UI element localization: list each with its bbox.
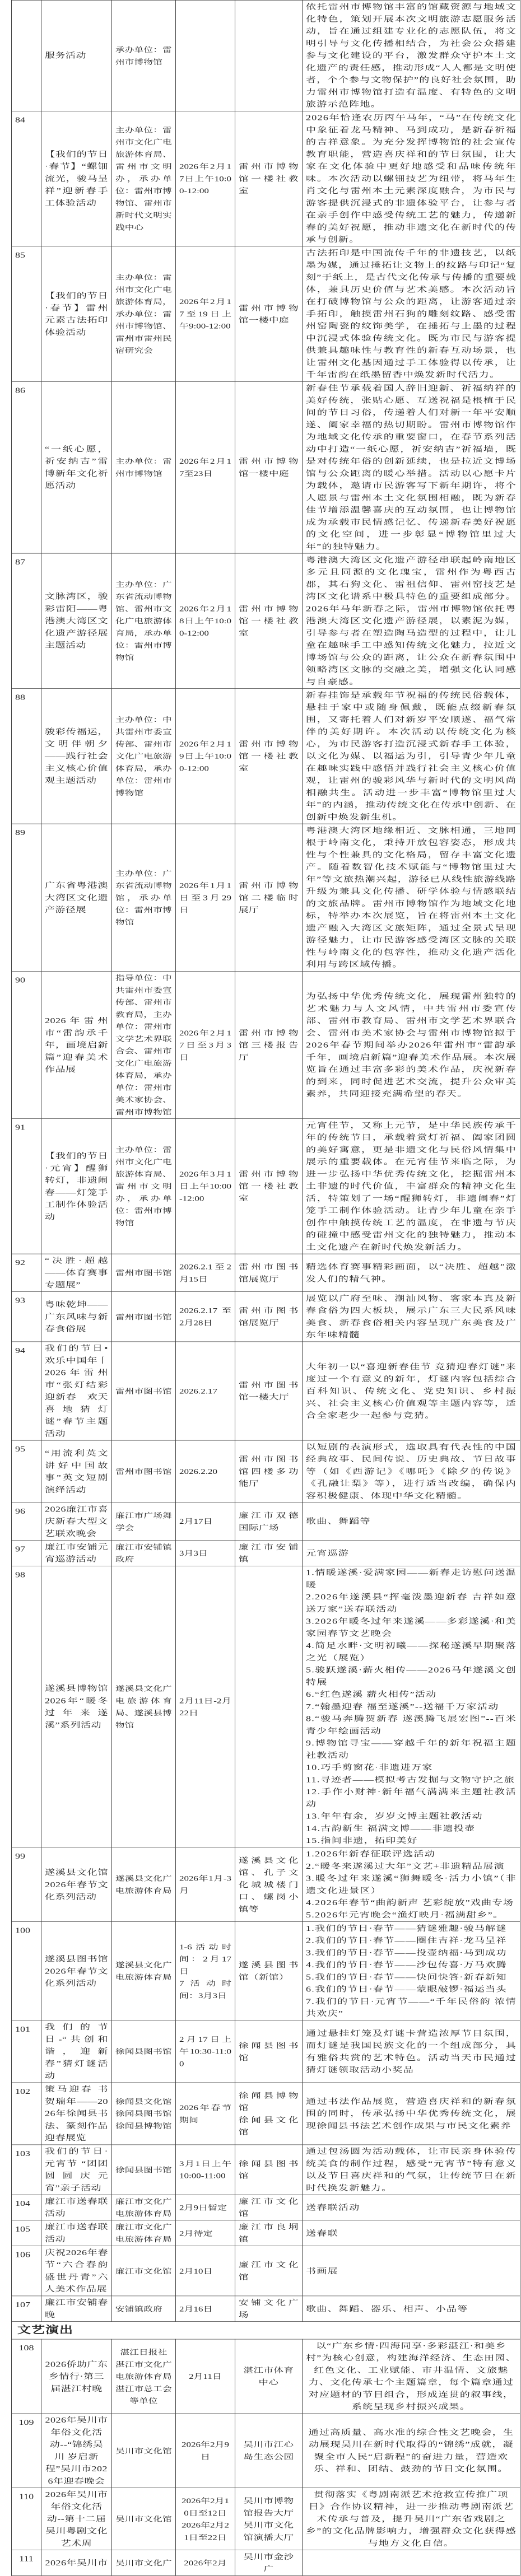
row-number-cell: 105 [12, 2220, 41, 2246]
table-row [12, 1440, 520, 1502]
row-number-cell: 84 [12, 111, 41, 246]
organizer-cell: 雷州市图书馆 [112, 1440, 176, 1502]
description-cell: 送春联 [303, 2220, 520, 2246]
venue-cell: 廉江市安铺镇 [235, 1541, 303, 1566]
description-cell: 粤港澳大湾区文化遗产游径串联起岭南地区多元且同源的文化瑰宝，雷州作为粤西古郡，其石狗文化、雷祖信仰、雷州窑技艺是湾区文化谱系中极具特色的重要组成部分。2026年马年新春之际，雷州市博物馆依托粤港澳大湾区文化遗产游径展，以素泥为媒，引导参与者在塑造陶马造型的过程中，让儿童在趣味手工中感知传统文化魅力，拉近文博场馆与公众的距离，让公众在新春氛围中领略湾区文脉的交融之美，增强文化认同感与自豪感。 [303, 553, 520, 689]
venue-cell: 廉江市文化馆 [235, 2195, 303, 2220]
row-number-cell: 106 [12, 2246, 41, 2296]
activity-time-cell: 2026年2月17至19日上午9:00-12:00 [176, 246, 235, 382]
description-cell: 新春挂饰是承载年节祝福的传统民俗载体，悬挂于家中或随身佩戴，既能点缀新春氛围，又寄托着人们对新岁平安顺遂、福气常伴的美好期许。本次活动以传统文化为核心，为市民游客打造沉浸式新春手工体验，以文化为媒、以福运为引，引导青少年儿童在趣味实践中感悟并践行社会主义核心价值观，让雷州的骏彩风华与新时代的文明风尚相融共生。活动进一步丰富“博物馆里过大年”的内涵，推动传统文化在传承中创新、在创新中焕发新生机。 [303, 689, 520, 824]
description-cell [303, 1922, 520, 2020]
table-row [12, 246, 520, 382]
activity-name-cell: 廉江市送春联活动 [41, 2220, 112, 2246]
row-number-cell: 96 [12, 1502, 41, 1541]
table-row [12, 111, 520, 246]
activity-name-cell: “用流利英文讲好中国故事”英文短剧演绎活动 [41, 1440, 112, 1502]
table-row [12, 1541, 520, 1566]
activity-time-cell: 2026年1月-3月 [176, 1847, 235, 1922]
activity-time-cell: 2月9日暂定 [176, 2195, 235, 2220]
activity-time-cell: 2026.2.20 [176, 1440, 235, 1502]
venue-line: 吴川市文化馆演播大厅 [243, 2521, 294, 2541]
organizer-cell: 廉江市文化广电旅游体育局 [112, 2195, 176, 2220]
activity-name-cell: 【我们的节日·春节】雷州元素古法拓印体验活动 [41, 246, 112, 382]
description-line: 6.我们的节日·春节——蒙眼敲锣·福运当头 [306, 1985, 507, 1994]
activity-time-cell: 2026年2月9日 [176, 2414, 235, 2488]
row-number-cell: 94 [12, 1342, 41, 1440]
activity-name-cell: 遂溪县文化馆2026年春节文化系列活动 [41, 1847, 112, 1922]
description-cell: 通过悬挂灯笼及灯谜卡营造浓厚节日氛围，而灯谜是我国民族文化的一个组成部分，具有雅俗共赏的艺术特色。活动当天市民通过猜灯谜领取活动小奖品 [303, 2020, 520, 2083]
organizer-cell: 主办单位：中共雷州市委宣传部、雷州市文化广电旅游体育局，承办单位：雷州市博物馆 [112, 689, 176, 824]
table-row [12, 1119, 520, 1254]
description-line: 5.2026年元宵晚会“渔灯映月·福满甜乡”。 [306, 1910, 504, 1919]
venue-cell: 雷州市图书馆一楼大厅 [235, 1342, 303, 1440]
section-header-row [12, 2322, 520, 2340]
section-title: 文艺演出 [12, 2322, 520, 2340]
venue-cell [235, 2488, 303, 2550]
venue-cell: 雷州市博物馆三楼报告厅 [235, 971, 303, 1118]
description-line: 4.简足水畔·文明初曦——探秘遂溪早期聚落之光（展览） [306, 1641, 517, 1662]
venue-cell [235, 2083, 303, 2145]
activity-name-cell: 廉江市安铺元宵巡游活动 [41, 1541, 112, 1566]
table-row [12, 1566, 520, 1847]
venue-cell: 湛江市体育中心 [235, 2339, 303, 2414]
table-row [12, 1342, 520, 1440]
activity-time-cell: 2月16日 [176, 2296, 235, 2322]
activity-name-cell: 策马迎春 书贺瑞年——2026年徐闻县书法、篆刻作品迎春展览 [41, 2083, 112, 2145]
description-line: 12.手作小财神·新年福气满满来主题社教活动 [306, 1788, 517, 1808]
row-number-cell: 102 [12, 2083, 41, 2145]
activity-name-cell: 我们的节日•欢乐中国年丨2026年雷州市“张灯结彩迎新春 欢天喜地猜灯谜”春节主题活动 [41, 1342, 112, 1440]
row-number-cell: 85 [12, 246, 41, 382]
organizer-line: 湛江市总工会等单位 [115, 2384, 172, 2405]
description-line: 7.我们的节日·元宵节——“千年民俗韵 浓情共欢庆” [306, 1997, 517, 2018]
organizer-cell: 廉江市文化馆 [112, 2246, 176, 2296]
activity-time-cell: 2月待定 [176, 2220, 235, 2246]
row-number-cell: 93 [12, 1292, 41, 1342]
description-cell: 通过包汤圆为活动载体，让市民亲身体验传统美食的制作过程，感受“元宵节”特有意义以及节日喜庆祥和的气氛，让传统节日在新时代换发新魅力。 [303, 2145, 520, 2195]
table-row [12, 2414, 520, 2488]
row-number-cell: 110 [12, 2488, 41, 2550]
activity-name-cell: 遂溪县博物馆2026年“暖冬过年来遂溪”系列活动 [41, 1566, 112, 1847]
activity-name-cell: 2026年吴川市 [41, 2550, 112, 2576]
activity-time-cell: 2026年2月17至23日 [176, 381, 235, 553]
description-cell: 粤港澳大湾区地缘相近、文脉相通，三地同根于岭南文化，秉持开放包容姿态，形成共性与个性兼具的文化格局，留存丰富文化遗产。随着数智化技术赋能与“博物馆里过大年”等文旅热潮兴起，游径已从线性旅游线路升级为兼具文化传播、研学体验与情感联结的文旅品牌。雷州市博物馆作为地域文化地标，特举办本次展览，旨在将雷州本土文化遗产融入大湾区文旅矩阵，通过全景式呈现游径魅力，让市民游客感受湾区文脉的关联性与岭南文化的包容性，推动文化遗产活化利用与跨区域传播。 [303, 824, 520, 971]
organizer-cell: 安铺镇政府 [112, 2296, 176, 2322]
description-line: 8.“骏马奔腾贺新春 遂溪腾飞展宏图”--百米青少年绘画活动 [306, 1714, 517, 1735]
activity-time-cell: 2026年2月17日上午10:00-12:00 [176, 111, 235, 246]
description-cell: 大年初一以“喜迎新春佳节 竞猜迎春灯谜”来度过一个有意义的新年，灯谜内容包括综合百科知识、传统文化、党史知识、乡村振兴、社会主义核心价值观等主题内容等，适合全家老少一起参与竞猜。 [303, 1342, 520, 1440]
venue-cell [235, 0, 303, 111]
organizer-cell: 遂溪县文化广电旅游体育局、遂溪县博物馆 [112, 1566, 176, 1847]
description-line: 1.情暖遂溪·爱满家园——新春走访慰问送温暖 [306, 1568, 517, 1589]
description-line: 10.巧手剪窗花·非遗进万家 [306, 1763, 433, 1772]
organizer-cell: 遂溪县文化广电旅游体育局 [112, 1922, 176, 2020]
description-cell: 元宵佳节，又称上元节，是中华民族传承千年的传统节日，承载着赏灯祈福、阖家团圆的美好寓意，更是非遗文化与民俗风情集中展示的重要载体。在元宵佳节来临之际，为进一步弘扬中华优秀传统文化，挖掘雷州本土非遗的时代价值，丰富群众的精神文化生活，特策划了一场“醒狮转灯，非遗闹春”灯笼手工制作体验活动。让青少年儿童在亲手创作中触摸传统工艺的温度，在非遗与节庆的碰撞中感受雷州文化的独特魅力，推动本土文化遗产在新时代焕发新活力。 [303, 1119, 520, 1254]
table-row [12, 824, 520, 971]
organizer-cell: 吴川市文化广 [112, 2550, 176, 2576]
description-line: 3.2026年暖冬过年来遂溪——多彩遂溪·和美家园春节文艺晚会 [306, 1617, 517, 1638]
row-number-cell: 89 [12, 824, 41, 971]
description-cell: 以“广东乡情·四海同享·多彩湛江·和美乡村”为核心创意，构建海洋经济、生态田园、红色文化、工业赋能、市井温情、文旅魅力、文化传承七个主题篇章，每个篇章通过对应题材的节目组合，形成连贯的叙事线，系统呈现乡村振兴成果。 [303, 2339, 520, 2414]
row-number-cell: 86 [12, 381, 41, 553]
organizer-line: 湛江市文化广电旅游体育局 [115, 2360, 172, 2381]
description-cell: 展览以广府至味、潮汕风物、客家本真及新春食俗为四大板块，展示广东三大民系风味美食、新春食俗相关内容呈现广东美食及广东年味精髓 [303, 1292, 520, 1342]
activity-time-cell: 2026.2.17 [176, 1342, 235, 1440]
table-row [12, 2550, 520, 2576]
description-cell: 通过书法作品展览，营造喜庆祥和的新春氛围的同时，传承弘扬中华优秀传统文化，展现徐闻县书法艺术创作成果与市民文化素养 [303, 2083, 520, 2145]
activity-time-cell [176, 1922, 235, 2020]
organizer-cell: 主办单位：广东省流动博物馆，承办单位：雷州市博物馆 [112, 824, 176, 971]
activity-name-cell: 庆祝2026年春节“六合春韵 盛世丹青”六人美术作品展 [41, 2246, 112, 2296]
description-cell: 以短剧的表演形式，选取具有代表性的中国经典故事、民间传说、历史典故、节日故事等（如《西游记》《哪吒》《除夕的传说》《孔融让梨》等），进行适当改编，确保内容积极健康、体现中华文化精髓。 [303, 1440, 520, 1502]
description-cell: 依托雷州市博物馆丰富的馆藏资源与地域文化特色，策划开展本次文明旅游志愿服务活动，旨在通过组建专业化的志愿队伍，将文明引导与文化传播相结合，为社会公众搭建参与文化建设的平台，激发群众守护本土文化遗产的责任感，推动形成“人人都是文明使者，个个参与文物保护”的良好社会氛围，助力雷州市博物馆打造有温度、有特色的文明旅游示范阵地。 [303, 0, 520, 111]
organizer-cell [112, 2339, 176, 2414]
venue-cell: 遂溪县文化馆、孔子文化城城楼门口、螺岗小镇等 [235, 1847, 303, 1922]
activity-name-cell: 遂溪县图书馆2026年春节文化系列活动 [41, 1922, 112, 2020]
description-cell: 元宵巡游 [303, 1541, 520, 1566]
organizer-cell: 雷州市图书馆 [112, 1342, 176, 1440]
table-row [12, 1847, 520, 1922]
activity-time-cell: 3月3日 [176, 1541, 235, 1566]
activity-name-cell: 廉江市安铺春晚 [41, 2296, 112, 2322]
description-line: 6.“红色遂溪 薪火相传”活动 [306, 1690, 437, 1698]
description-line: 4.2026年春节“曲韵新声 艺彩绽放”戏曲专场 [306, 1898, 514, 1907]
venue-cell: 安铺文化广场 [235, 2296, 303, 2322]
row-number-cell: 104 [12, 2195, 41, 2220]
table-row [12, 1292, 520, 1342]
organizer-line: 徐闻县图书馆 [115, 2110, 172, 2118]
activity-name-cell: 2026年吴川市年俗文化活动--第十二届吴川粤剧文化艺术周 [41, 2488, 112, 2550]
table-row [12, 1922, 520, 2020]
activity-name-cell: 2026年吴川市年俗文化活动--“锦绣吴川 岁启新程”吴川市2026年迎春晚会 [41, 2414, 112, 2488]
activity-time-cell: 2月10日 [176, 2246, 235, 2296]
activity-time-cell: 2月11日-2月22日 [176, 1566, 235, 1847]
description-cell: 2026年恰逢农历丙午马年，“马”在传统文化中象征着龙马精神、马到成功，是新春祈福的吉祥意象。为充分发挥博物馆的社会宣传教育职能，营造喜庆祥和的节日氛围，让大家在文化体验中更好地感受和品味传统年味。本次活动以螺钿技艺为纽带，将马年生肖文化与雷州本土元素深度融合，为市民与游客提供沉浸式的非遗体验平台，让参与者在亲手创作中感受传统工艺的魅力，传递新春的美好祝愿，推动非遗文化在新时代的传承与创新。 [303, 111, 520, 246]
description-line: 15.指间非遗，拓印美好 [306, 1836, 418, 1845]
organizer-line: 徐闻县文化馆 [115, 2097, 172, 2106]
table-row [12, 2220, 520, 2246]
description-line: 14.古韵新生 福满文博——非遗投壶 [306, 1824, 476, 1833]
venue-line: 徐闻县博物馆 [239, 2090, 299, 2112]
venue-cell: 遂溪县图书馆（新馆） [235, 1922, 303, 2020]
activity-name-cell: “一纸心愿，祈安纳吉”雷博新年文化祈愿活动 [41, 381, 112, 553]
description-cell: 新春佳节承载着国人辞旧迎新、祈福纳祥的美好传统，张贴心愿、互送祝福是根植于民间的节日习俗，传递着人们对新一年平安顺遂、阖家幸福的热切期盼。雷州市博物馆作为地域文化传承的重要窗口，在春节系列活动中打造“一纸心愿，祈安纳吉”祈福墙，既是对传统年俗的创新延续，也是拉近文博场馆与公众距离的暖心举措。活动以心愿卡片为载体，邀请市民游客写下新年期许，将个人愿景与雷州本土文化氛围相融，既为新春佳节增添温馨喜庆的互动氛围，也让博物馆成为承载市民情感记忆、传递新春美好祝愿的文化空间，进一步彰显“博物馆里过大年”的独特魅力。 [303, 381, 520, 553]
activity-time-cell: 2月11日 [176, 2339, 235, 2414]
description-line: 3.暖冬过年来遂溪“狮舞暖冬·活力小镇”（非遗文化进景区） [306, 1874, 517, 1895]
description-line: 1.我们的节日·春节——猜谜雅趣·骏马解谜 [306, 1924, 507, 1933]
organizer-cell: 廉江市文化广电旅游体育局 [112, 2220, 176, 2246]
venue-cell: 雷州市博物馆一楼社教室 [235, 111, 303, 246]
description-line: 2.我们的节日·春节——圈住吉祥·龙马呈祥 [306, 1936, 507, 1945]
description-cell [303, 2550, 520, 2576]
table-row [12, 2246, 520, 2296]
venue-cell: 徐闻县图书馆 [235, 2145, 303, 2195]
organizer-cell: 雷州市图书馆 [112, 1254, 176, 1292]
venue-cell: 雷州市图书馆展览厅 [235, 1254, 303, 1292]
table-row [12, 2296, 520, 2322]
description-cell: 贯彻落实《粤剧南派艺术抢救宣传推广项目》合作协议精神，进一步推动粤剧南派艺术传承与普及，提升吴川“广东省戏剧之乡”的文化品牌影响力，增强群众文化获得感与地方文化自信。 [303, 2488, 520, 2550]
activity-time-line: 2026年2月21日至22日 [182, 2521, 229, 2541]
table-row [12, 0, 520, 111]
row-number-cell: 108 [12, 2339, 41, 2414]
row-number-cell [12, 0, 41, 111]
venue-line: 徐闻县文化馆 [239, 2115, 299, 2136]
activity-name-cell: 我们的节日-“共创和谐，迎新春”猜灯谜活动 [41, 2020, 112, 2083]
row-number-cell: 92 [12, 1254, 41, 1292]
organizer-cell: 主办单位：广东省流动博物馆、雷州市文化广电旅游体育局，承办单位：雷州市博物馆 [112, 553, 176, 689]
activity-name-cell: 2026侨助广东乡情行·第三届湛江村晚 [41, 2339, 112, 2414]
activity-time-cell: 2月17日 [176, 1502, 235, 1541]
table-row [12, 2020, 520, 2083]
description-line: 5.骏跃遂溪·薪火相传——2026马年遂溪文创特展 [306, 1665, 517, 1687]
activity-time-cell: 2026年2月 [176, 2550, 235, 2576]
organizer-cell: 指导单位：中共雷州市委宣传部、雷州市教育局，主办单位：雷州市文学艺术界联合会、雷州市文化广电旅游体育局，承办单位：雷州市美术家协会、雷州市博物馆 [112, 971, 176, 1118]
table-row [12, 2083, 520, 2145]
activity-table [11, 0, 520, 2576]
description-cell: 为弘扬中华优秀传统文化，展现雷州独特的艺术魅力与人文风情，中共雷州市委宣传部、雷州市教育局、雷州市文学艺术界联合会、雷州市美术家协会与雷州市博物馆拟于2026年春节期间举办2026年雷州市“雷韵承千年，画境启新篇”迎春美术作品展。本次展览旨在通过丰富多彩的美术作品，庆祝新春的到来，同时促进艺术交流，提升公众审美素养，共同迎接充满希望的春天。 [303, 971, 520, 1118]
activity-time-cell [176, 0, 235, 111]
table-row [12, 2145, 520, 2195]
description-line: 5.我们的节日·春节——快问快答·新春新知 [306, 1972, 507, 1981]
table-row [12, 2339, 520, 2414]
row-number-cell: 107 [12, 2296, 41, 2322]
venue-cell: 雷州市博物馆一楼社教室 [235, 553, 303, 689]
venue-cell: 雷州市图书馆展览厅 [235, 1292, 303, 1342]
description-line: 13.年年有余，岁岁文博主题社教活动 [306, 1812, 483, 1821]
venue-cell: 雷州市图书馆四楼多功能厅 [235, 1440, 303, 1502]
row-number-cell: 97 [12, 1541, 41, 1566]
activity-name-cell: 服务活动 [41, 0, 112, 111]
row-number-cell: 88 [12, 689, 41, 824]
organizer-line: 徐闻县博物馆 [115, 2122, 172, 2130]
organizer-cell: 吴川市文化馆 [112, 2414, 176, 2488]
activity-name-cell: 骏彩传福运，文明伴朝夕——践行社会主义核心价值观主题活动 [41, 689, 112, 824]
organizer-cell: 遂溪县文化广电旅游体育局 [112, 1847, 176, 1922]
description-cell: 精选体育赛事精彩画面，以“决胜、超越”激发人们的精气神。 [303, 1254, 520, 1292]
organizer-cell: 廉江市广场舞学会 [112, 1502, 176, 1541]
venue-cell: 雷州市博物馆二楼临时展厅 [235, 824, 303, 971]
activity-name-cell: “决胜·超越——体育赛事专题展” [41, 1254, 112, 1292]
description-cell [303, 1566, 520, 1847]
table-row [12, 971, 520, 1118]
activity-time-cell: 3月1日上午10:00-11:00 [176, 2145, 235, 2195]
organizer-cell: 徐闻县图书馆 [112, 2020, 176, 2083]
venue-line: 吴川市博物馆报告大厅 [243, 2496, 294, 2517]
table-row [12, 2195, 520, 2220]
activity-time-cell: 2026年3月1日上午10:00-12:00 [176, 1119, 235, 1254]
description-cell: 歌曲、舞蹈、器乐、相声、小品等 [303, 2296, 520, 2322]
venue-cell: 吴川市江心岛生态公园 [235, 2414, 303, 2488]
activity-time-line: 1-6活动时间：2月17日 [179, 1943, 231, 1975]
row-number-cell: 109 [12, 2414, 41, 2488]
activity-name-cell: 【我们的节日·元宵】醒狮转灯，非遗闹春——灯笼手工制作体验活动 [41, 1119, 112, 1254]
venue-cell: 廉江市文化馆 [235, 2246, 303, 2296]
activity-time-cell [176, 2488, 235, 2550]
activity-time-cell: 2026年1月1日至3月29日 [176, 824, 235, 971]
row-number-cell: 111 [12, 2550, 41, 2576]
activity-time-cell: 2026年2月17日至3月3日 [176, 971, 235, 1118]
organizer-line: 湛江日报社 [120, 2348, 168, 2356]
activity-name-cell: 广东省粤港澳大湾区文化遗产游径展 [41, 824, 112, 971]
venue-cell: 雷州市博物馆一楼中庭 [235, 246, 303, 382]
activity-time-cell: 2026年春节期间 [176, 2083, 235, 2145]
activity-time-cell: 2026.2.17至2月28日 [176, 1292, 235, 1342]
row-number-cell: 98 [12, 1566, 41, 1847]
row-number-cell: 87 [12, 553, 41, 689]
venue-cell: 雷州市博物馆一楼社教室 [235, 1119, 303, 1254]
table-row [12, 1502, 520, 1541]
row-number-cell: 91 [12, 1119, 41, 1254]
activity-time-cell: 2026年2月19日上午10:00-12:00 [176, 689, 235, 824]
description-line: 2.“暖冬来遂溪过大年”文艺+非遗精品展演 [306, 1861, 505, 1870]
row-number-cell: 99 [12, 1847, 41, 1922]
description-line: 11.寻迹者——模拟考古发掘与文物守护之旅 [306, 1775, 515, 1784]
description-line: 4.我们的节日·春节——沙包传喜·万马欢腾 [306, 1961, 507, 1969]
table-row [12, 2488, 520, 2550]
activity-time-cell: 2026年2月18日上午10:00-12:00 [176, 553, 235, 689]
description-line: 7.“翰墨迎春 福至遂溪”--送福千万家活动 [306, 1702, 499, 1711]
organizer-cell: 主办单位：雷州市博物馆 [112, 381, 176, 553]
description-line: 9.博物馆寻宝——穿越千年的新年祝福主题社教活动 [306, 1739, 517, 1760]
venue-cell: 廉江市双德国际广场 [235, 1502, 303, 1541]
row-number-cell: 100 [12, 1922, 41, 2020]
table-row [12, 381, 520, 553]
organizer-cell: 主办单位：雷州市文化广电旅游体育局、雷州市文明办，承办单位：雷州市博物馆 [112, 1119, 176, 1254]
description-line: 2.2026年遂溪县“挥毫泼墨迎新春 吉祥如意送万家”送春联活动 [306, 1593, 517, 1613]
organizer-cell: 主办单位：雷州市文化广电旅游体育局，承办单位：雷州市博物馆、雷州市雷州民宿研究会 [112, 246, 176, 382]
activity-name-cell: 文脉湾区，骏彩雷阳——粤港澳大湾区文化遗产游径展主题活动 [41, 553, 112, 689]
activity-name-cell: 2026年雷州市“雷韵承千年，画境启新篇”迎春美术作品展 [41, 971, 112, 1118]
table-row [12, 689, 520, 824]
venue-cell: 雷州市博物馆一楼社教室 [235, 689, 303, 824]
activity-name-cell: 粤味乾坤——广东风味与新春食俗展 [41, 1292, 112, 1342]
activity-time-line: 7活动时间：3月3日 [179, 1979, 231, 2000]
venue-cell: 徐闻县图书馆 [235, 2020, 303, 2083]
description-cell: 送春联活动 [303, 2195, 520, 2220]
description-cell: 通过高质量、高水准的综合性文艺晚会，生动展现吴川在新时代取得的“锦绣”成就，凝聚全市人民“启新程”的奋进力量，营造欢乐、祥和、团结、鼓劲的节日文化氛围。 [303, 2414, 520, 2488]
table-row [12, 1254, 520, 1292]
description-cell [303, 1847, 520, 1922]
row-number-cell: 90 [12, 971, 41, 1118]
row-number-cell: 101 [12, 2020, 41, 2083]
activity-table-body [12, 0, 520, 2575]
venue-cell: 吴川市金沙广 [235, 2550, 303, 2576]
organizer-cell: 廉江市安铺镇政府 [112, 1541, 176, 1566]
description-cell: 书画展 [303, 2246, 520, 2296]
row-number-cell: 95 [12, 1440, 41, 1502]
venue-cell [235, 1566, 303, 1847]
activity-name-cell: 我们的节日·元宵节 “团团圆圆庆元宵”亲子活动 [41, 2145, 112, 2195]
activity-name-cell: 廉江市送春联活动 [41, 2195, 112, 2220]
activity-time-cell: 2月17日上午10:30-11:00 [176, 2020, 235, 2083]
organizer-cell: 吴川市文化馆 [112, 2488, 176, 2550]
activity-name-cell: 【我们的节日·春节】“螺钿流光，骏马呈祥”迎新春手工体验活动 [41, 111, 112, 246]
activity-time-cell: 2026.2.1至2月15日 [176, 1254, 235, 1292]
organizer-cell: 主办单位：雷州市文化广电旅游体育局、雷州市文明办，承办单位：雷州市博物馆、雷州市新时代文明实践中心 [112, 111, 176, 246]
description-cell: 歌曲、舞蹈等 [303, 1502, 520, 1541]
venue-cell: 雷州市博物馆一楼中庭 [235, 381, 303, 553]
table-row [12, 553, 520, 689]
description-line: 1.2026年新春征联评选活动 [306, 1850, 435, 1858]
description-cell: 古法拓印是中国流传千年的非遗技艺，以纸墨为媒，通过捶拓让文物上的纹路与印记“复刻”于纸上，是古代文化传承与传播的重要载体，兼具历史价值与艺术美感。本次活动旨在打破博物馆与公众的距离，让游客通过亲手拓印，触摸雷州石狗的雕刻纹路、感受雷州窑陶瓷的纹饰美学，在捶拓与上墨的过程中沉浸式体验传统文化。既为市民与游客提供兼具趣味性与教育性的新春互动场景，也让雷州文化基因通过手工体验得以传承，让千年雷韵在纸墨留香中焕发新时代活力。 [303, 246, 520, 382]
organizer-cell [112, 2083, 176, 2145]
organizer-cell: 徐闻县图书馆 [112, 2145, 176, 2195]
activity-name-cell: 2026廉江市喜庆新春大型文艺联欢晚会 [41, 1502, 112, 1541]
description-line: 3.我们的节日·春节——投壶纳福·马到成功 [306, 1948, 507, 1957]
organizer-cell: 雷州市图书馆 [112, 1292, 176, 1342]
activity-time-line: 2026年2月10日至12日 [182, 2496, 229, 2517]
organizer-cell: 承办单位：雷州市博物馆 [112, 0, 176, 111]
row-number-cell: 103 [12, 2145, 41, 2195]
venue-cell: 廉江市良垌镇 [235, 2220, 303, 2246]
